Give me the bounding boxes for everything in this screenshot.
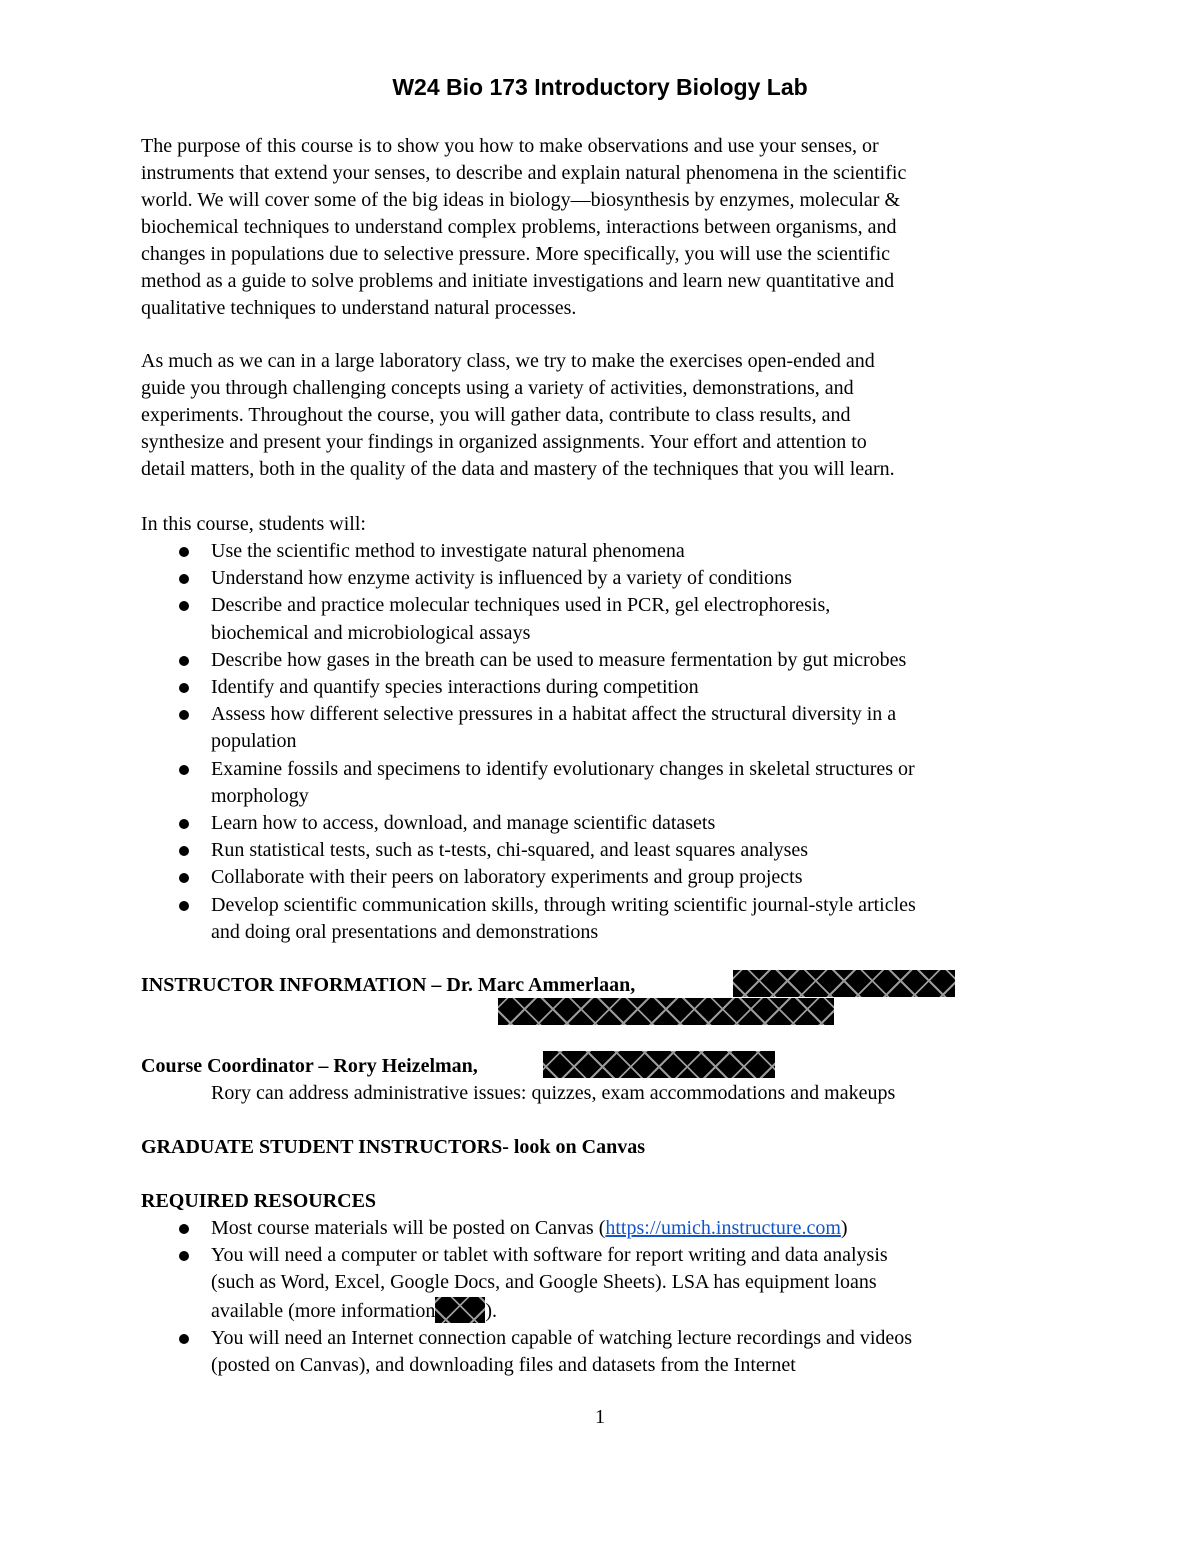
list-item: Describe and practice molecular techniques used in PCR, gel electrophoresis, biochemical and microbiological assays [141,592,1051,646]
page-number: 1 [595,1406,605,1428]
objectives-intro: In this course, students will: [141,513,366,535]
paragraph-line: qualitative techniques to understand natural processes. [141,297,577,319]
paragraph-line: As much as we can in a large laboratory class, we try to make the exercises open-ended and [141,350,875,372]
bullet-icon [179,1224,189,1234]
gsi-heading: GRADUATE STUDENT INSTRUCTORS- look on Canvas [141,1136,646,1158]
paragraph-line: instruments that extend your senses, to describe and explain natural phenomena in the scientific [141,162,907,184]
list-item: Use the scientific method to investigate natural phenomena [141,538,1051,565]
redaction-block [435,1297,485,1323]
paragraph-line: The purpose of this course is to show you how to make observations and use your senses, or [141,135,879,157]
resources-list [141,1215,1051,1379]
approach-paragraph [141,348,1051,483]
coordinator-note: Rory can address administrative issues: quizzes, exam accommodations and makeups [211,1082,896,1104]
objectives-list [141,538,1051,946]
list-item: Examine fossils and specimens to identify evolutionary changes in skeletal structures or morphology [141,756,1051,810]
bullet-icon [179,683,189,693]
bullet-icon [179,1334,189,1344]
list-item: You will need a computer or tablet with software for report writing and data analysis (such as Word, Excel, Google Docs, and Google Sheets). LSA has equipment loans available (more information ). [141,1242,1051,1325]
paragraph-line: biochemical techniques to understand complex problems, interactions between organisms, and [141,216,897,238]
list-item: Collaborate with their peers on laboratory experiments and group projects [141,864,1051,891]
bullet-icon [179,765,189,775]
redaction-block [733,970,955,997]
list-item: Identify and quantify species interactions during competition [141,674,1051,701]
bullet-icon [179,601,189,611]
list-item: Learn how to access, download, and manage scientific datasets [141,810,1051,837]
coordinator-heading: Course Coordinator – Rory Heizelman, [141,1055,478,1077]
list-item: Understand how enzyme activity is influenced by a variety of conditions [141,565,1051,592]
bullet-icon [179,710,189,720]
bullet-icon [179,574,189,584]
paragraph-line: synthesize and present your findings in organized assignments. Your effort and attention to [141,431,867,453]
redaction-block [498,998,834,1025]
document-title: W24 Bio 173 Introductory Biology Lab [392,74,808,100]
list-item: Most course materials will be posted on Canvas (https://umich.instructure.com) [141,1215,1051,1242]
list-item: Develop scientific communication skills, through writing scientific journal-style articles and doing oral presentations and demonstrations [141,892,1051,946]
bullet-icon [179,1251,189,1261]
paragraph-line: guide you through challenging concepts using a variety of activities, demonstrations, and [141,377,854,399]
bullet-icon [179,547,189,557]
redaction-block [543,1051,775,1078]
list-item: Assess how different selective pressures in a habitat affect the structural diversity in a population [141,701,1051,755]
resources-heading: REQUIRED RESOURCES [141,1190,377,1212]
bullet-icon [179,846,189,856]
list-item: Describe how gases in the breath can be used to measure fermentation by gut microbes [141,647,1051,674]
bullet-icon [179,873,189,883]
paragraph-line: changes in populations due to selective pressure. More specifically, you will use the scientific [141,243,891,265]
bullet-icon [179,819,189,829]
bullet-icon [179,901,189,911]
intro-paragraph [141,133,1051,322]
paragraph-line: world. We will cover some of the big ideas in biology—biosynthesis by enzymes, molecular & [141,189,900,211]
canvas-link[interactable]: https://umich.instructure.com [605,1217,841,1239]
bullet-icon [179,656,189,666]
paragraph-line: method as a guide to solve problems and initiate investigations and learn new quantitative and [141,270,895,292]
instructor-heading: INSTRUCTOR INFORMATION – Dr. Marc Ammerlaan, [141,974,636,996]
paragraph-line: experiments. Throughout the course, you will gather data, contribute to class results, and [141,404,851,426]
paragraph-line: detail matters, both in the quality of the data and mastery of the techniques that you will learn. [141,458,895,480]
list-item: Run statistical tests, such as t-tests, chi-squared, and least squares analyses [141,837,1051,864]
list-item: You will need an Internet connection capable of watching lecture recordings and videos (posted on Canvas), and downloading files and datasets from the Internet [141,1325,1051,1379]
